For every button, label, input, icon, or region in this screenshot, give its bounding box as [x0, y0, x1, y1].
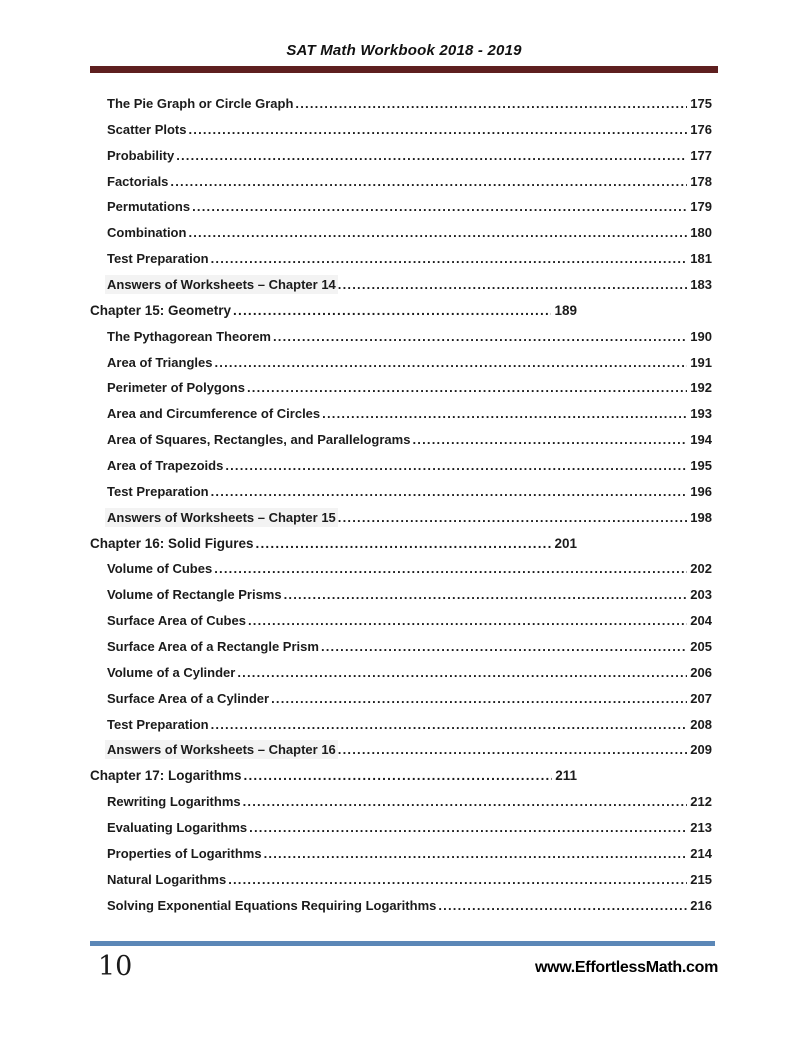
toc-entry — [90, 297, 577, 323]
toc-leader-dots — [209, 251, 688, 266]
toc-entry-page: 181 — [690, 251, 712, 267]
toc-entry — [90, 530, 577, 556]
toc-entry — [90, 323, 712, 349]
toc-entry — [90, 659, 712, 685]
toc-leader-dots — [242, 768, 553, 783]
toc-entry — [90, 633, 712, 659]
toc-leader-dots — [223, 458, 687, 473]
toc-leader-dots — [282, 587, 688, 602]
toc-entry-label: Rewriting Logarithms — [107, 794, 241, 810]
toc-entry-label: Chapter 15: Geometry — [90, 302, 232, 318]
toc-leader-dots — [168, 174, 687, 189]
toc-entry — [90, 116, 712, 142]
toc-entry-label: Area of Squares, Rectangles, and Parallelograms — [107, 432, 411, 448]
toc-entry-page: 191 — [690, 354, 712, 370]
toc-entry-page: 195 — [690, 458, 712, 474]
toc-leader-dots — [212, 561, 687, 576]
footer-rule — [90, 941, 715, 946]
toc-entry — [90, 90, 712, 116]
toc-entry — [90, 504, 712, 530]
toc-entry-page: 213 — [690, 820, 712, 836]
toc-leader-dots — [241, 794, 688, 809]
toc-leader-dots — [262, 846, 688, 861]
toc-entry-page: 209 — [690, 742, 712, 758]
toc-entry-label: Answers of Worksheets – Chapter 15 — [107, 509, 336, 525]
toc-entry — [90, 866, 712, 892]
toc-entry — [90, 374, 712, 400]
toc-leader-dots — [235, 665, 687, 680]
toc-entry-page: 196 — [690, 483, 712, 499]
toc-entry — [90, 711, 712, 737]
toc-entry-page: 215 — [690, 871, 712, 887]
toc-entry-label: Surface Area of Cubes — [107, 613, 246, 629]
toc-entry-label: Perimeter of Polygons — [107, 380, 245, 396]
toc-leader-dots — [186, 122, 687, 137]
toc-leader-dots — [226, 872, 687, 887]
toc-entry-label: Volume of Cubes — [107, 561, 213, 577]
toc-leader-dots — [186, 225, 687, 240]
toc-leader-dots — [336, 510, 688, 525]
toc-entry — [90, 555, 712, 581]
toc-entry — [90, 271, 712, 297]
toc-leader-dots — [212, 355, 687, 370]
toc-entry-label: Properties of Logarithms — [107, 845, 262, 861]
toc-entry-label: Volume of a Cylinder — [107, 664, 236, 680]
toc-entry-page: 214 — [690, 845, 712, 861]
toc-entry-page: 183 — [690, 277, 712, 293]
toc-entry-label: Factorials — [107, 173, 169, 189]
toc-entry-label: Solving Exponential Equations Requiring Logarithms — [107, 897, 437, 913]
toc-entry — [90, 193, 712, 219]
toc-entry — [90, 452, 712, 478]
toc-entry-label: Area and Circumference of Circles — [107, 406, 321, 422]
toc-entry-label: Answers of Worksheets – Chapter 14 — [107, 277, 336, 293]
toc-entry-label: Surface Area of a Rectangle Prism — [107, 639, 319, 655]
toc-entry-label: Scatter Plots — [107, 121, 187, 137]
toc-leader-dots — [245, 380, 687, 395]
toc-entry — [90, 581, 712, 607]
page-header-title: SAT Math Workbook 2018 - 2019 — [286, 42, 522, 59]
footer-page-number: 10 — [98, 951, 133, 982]
toc-entry — [90, 478, 712, 504]
toc-entry-page: 211 — [555, 768, 577, 784]
toc-leader-dots — [174, 148, 687, 163]
toc-leader-dots — [209, 484, 688, 499]
toc-entry-page: 194 — [690, 432, 712, 448]
toc-leader-dots — [271, 329, 687, 344]
toc-entry-label: Area of Trapezoids — [107, 458, 224, 474]
toc-entry — [90, 219, 712, 245]
header-rule — [90, 66, 718, 73]
toc-entry — [90, 400, 712, 426]
toc-leader-dots — [190, 199, 687, 214]
toc-leader-dots — [410, 432, 687, 447]
toc-entry-label: Chapter 17: Logarithms — [90, 768, 242, 784]
toc-entry — [90, 349, 712, 375]
toc-entry — [90, 426, 712, 452]
toc-entry-label: Test Preparation — [107, 251, 209, 267]
toc-entry-page: 190 — [690, 328, 712, 344]
toc-entry-label: Answers of Worksheets – Chapter 16 — [107, 742, 336, 758]
toc-leader-dots — [246, 613, 687, 628]
toc-entry-page: 208 — [690, 716, 712, 732]
toc-entry-page: 201 — [554, 535, 577, 551]
toc-entry — [90, 685, 712, 711]
toc-entry-page: 216 — [690, 897, 712, 913]
toc-leader-dots — [254, 536, 552, 551]
toc-leader-dots — [247, 820, 687, 835]
toc-entry-page: 176 — [690, 121, 712, 137]
footer-website-url: www.EffortlessMath.com — [534, 959, 718, 976]
toc-entry — [90, 892, 712, 918]
toc-leader-dots — [209, 717, 688, 732]
toc-entry — [90, 788, 712, 814]
toc-entry-page: 206 — [690, 664, 712, 680]
toc-entry-page: 189 — [554, 302, 577, 318]
toc-entry-page: 212 — [690, 794, 712, 810]
toc-entry — [90, 762, 577, 788]
toc-leader-dots — [336, 277, 688, 292]
toc-entry-label: Area of Triangles — [107, 354, 213, 370]
toc-entry-label: The Pie Graph or Circle Graph — [107, 96, 294, 111]
toc-leader-dots — [436, 898, 687, 913]
toc-entry — [90, 736, 712, 762]
toc-entry — [90, 814, 712, 840]
toc-entry-label: The Pythagorean Theorem — [107, 328, 271, 344]
toc-leader-dots — [293, 96, 687, 111]
toc-entry — [90, 168, 712, 194]
toc-entry-label: Volume of Rectangle Prisms — [107, 587, 282, 603]
toc-entry-page: 202 — [690, 561, 712, 577]
toc-entry-page: 207 — [690, 690, 712, 706]
toc-entry-page: 192 — [690, 380, 712, 396]
toc-entry-page: 178 — [690, 173, 712, 189]
toc-leader-dots — [336, 742, 688, 757]
toc-entry-label: Surface Area of a Cylinder — [107, 690, 270, 706]
toc-entry-label: Test Preparation — [107, 483, 209, 499]
toc-leader-dots — [320, 406, 687, 421]
toc-entry-label: Probability — [107, 147, 175, 163]
toc-entry-page: 205 — [690, 639, 712, 655]
toc-entry-page: 198 — [690, 509, 712, 525]
toc-entry — [90, 607, 712, 633]
toc-entry — [90, 840, 712, 866]
toc-entry-page: 204 — [690, 613, 712, 629]
toc-leader-dots — [319, 639, 687, 654]
toc-entry — [90, 245, 712, 271]
toc-entry-page: 179 — [690, 199, 712, 215]
toc-entry-label: Permutations — [107, 199, 191, 215]
toc-entry-page: 180 — [690, 225, 712, 241]
toc-entry-label: Combination — [107, 225, 187, 241]
toc-entry-page: 177 — [690, 147, 712, 163]
toc-entry-label: Evaluating Logarithms — [107, 820, 248, 836]
toc-entry-label: Test Preparation — [107, 716, 209, 732]
toc-entry-page: 193 — [690, 406, 712, 422]
toc-entry — [90, 142, 712, 168]
toc-leader-dots — [231, 303, 551, 318]
table-of-contents — [90, 90, 712, 918]
toc-entry-page: 175 — [690, 96, 712, 111]
toc-leader-dots — [269, 691, 687, 706]
toc-entry-label: Chapter 16: Solid Figures — [90, 535, 254, 551]
toc-entry-page: 203 — [690, 587, 712, 603]
toc-entry-label: Natural Logarithms — [107, 871, 227, 887]
